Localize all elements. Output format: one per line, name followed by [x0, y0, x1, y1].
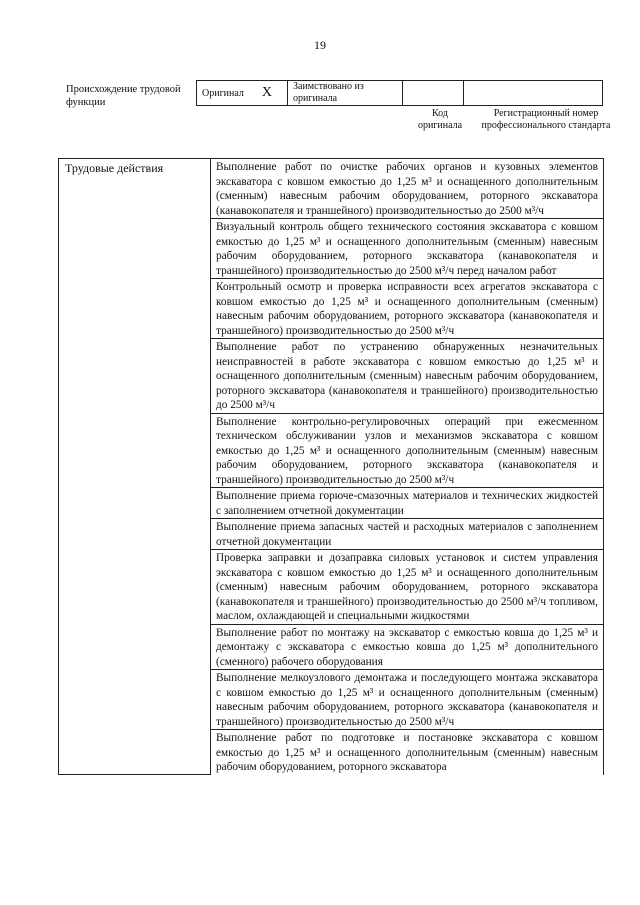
action-item: Контрольный осмотр и проверка исправности всех агрегатов экскаватора с ковшом емкостью до 1,25 м³ и оснащенного дополнительным (сменным) навесным рабочим оборудованием, роторного экскаватора (канавокопателя и траншейного) производительностью до 2500 м³/ч [211, 279, 604, 339]
original-mark: X [261, 84, 273, 100]
reg-number-label: Регистрационный номер профессионального стандарта [481, 108, 611, 131]
code-label: Код оригинала [417, 108, 463, 131]
action-item: Визуальный контроль общего технического состояния экскаватора с ковшом емкостью до 1,25 м³ и оснащенного дополнительным (сменным) навесным рабочим оборудованием, роторного экскаватора (канавокопателя и траншейного) производительностью до 2500 м³/ч перед началом работ [211, 219, 604, 279]
action-item: Выполнение работ по подготовке и постановке экскаватора с ковшом емкостью до 1,25 м³ и оснащенного дополнительным (сменным) навесным рабочим оборудованием, роторного экскаватора [211, 730, 604, 775]
origin-label: Происхождение трудовой функции [66, 84, 181, 108]
action-item: Выполнение работ по монтажу на экскаватор с емкостью ковша до 1,25 м³ и демонтажу с экскаватора с емкостью ковша до 1,25 м³ дополнительного (сменного) рабочего оборудования [211, 624, 604, 670]
action-item: Выполнение мелкоузлового демонтажа и последующего монтажа экскаватора с ковшом емкостью до 1,25 м³ и оснащенного дополнительным (сменным) навесным рабочим оборудованием, роторного экскаватора (канавокопателя и траншейного) производительностью до 2500 м³/ч [211, 670, 604, 730]
origin-table [196, 80, 603, 106]
action-item: Выполнение работ по очистке рабочих органов и кузовных элементов экскаватора с ковшом емкостью до 1,25 м³ и оснащенного дополнительным (сменным) навесным рабочим оборудованием, роторного экскаватора (канавокопателя и траншейного) производительностью до 2500 м³/ч [211, 159, 604, 219]
section-label: Трудовые действия [59, 159, 211, 775]
borrowed-label: Заимствовано из оригинала [288, 81, 403, 106]
action-item: Выполнение приема запасных частей и расходных материалов с заполнением отчетной документации [211, 519, 604, 550]
action-item: Выполнение работ по устранению обнаруженных незначительных неисправностей в работе экскаватора с ковшом емкостью до 1,25 м³ и оснащенного дополнительным (сменным) навесным рабочим оборудованием, роторного экскаватора (канавокопателя и траншейного) производительностью до 2500 м³/ч [211, 339, 604, 414]
original-label: Оригинал [202, 87, 244, 99]
page-number: 19 [314, 38, 326, 52]
action-item: Выполнение контрольно-регулировочных операций при ежесменном техническом обслуживании узлов и механизмов экскаватора с ковшом емкостью до 1,25 м³ и оснащенного дополнительным (сменным) навесным рабочим оборудованием, роторного экскаватора (канавокопателя и траншейного) производительностью до 2500 м³/ч [211, 413, 604, 488]
action-item: Проверка заправки и дозаправка силовых установок и систем управления экскаватора с ковшом емкостью до 1,25 м³ и оснащенного дополнительным (сменным) навесным рабочим оборудованием, роторного экскаватора (канавокопателя и траншейного) производительностью до 2500 м³/ч топливом, маслом, охлаждающей и специальными жидкостями [211, 550, 604, 625]
action-item: Выполнение приема горюче-смазочных материалов и технических жидкостей с заполнением отчетной документации [211, 488, 604, 519]
reg-number-cell [464, 81, 603, 106]
code-cell [403, 81, 464, 106]
original-cell [197, 81, 288, 106]
labor-actions-table [58, 158, 604, 775]
